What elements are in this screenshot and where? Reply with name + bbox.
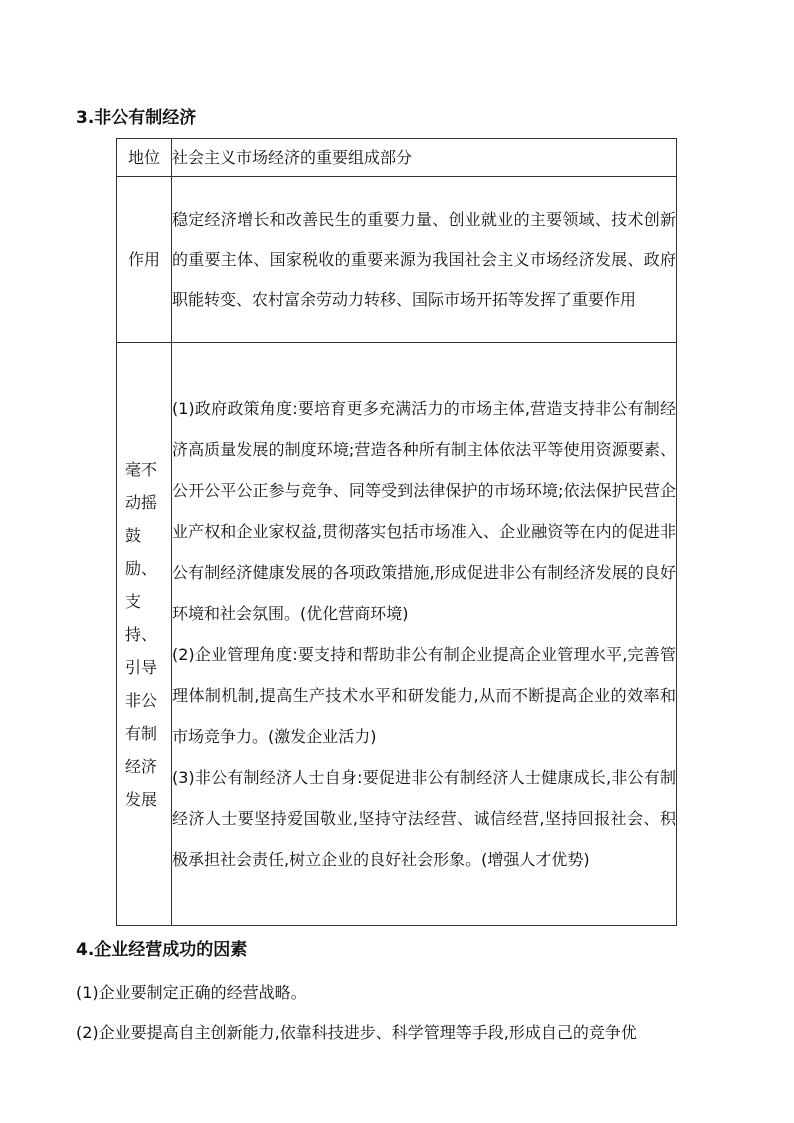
row-label-cell [117, 177, 172, 343]
section-4-item-2: (2)企业要提高自主创新能力,依靠科技进步、科学管理等手段,形成自己的竞争优 [76, 1023, 637, 1042]
table-row-role [117, 177, 677, 343]
table-row-status [117, 139, 677, 177]
row-content-cell [172, 343, 677, 926]
row-label-cell [117, 139, 172, 177]
section-4-heading: 4.企业经营成功的因素 [76, 940, 248, 960]
policy-item-1: (1)政府政策角度:要培育更多充满活力的市场主体,营造支持非公有制经济高质量发展的制度环境;营造各种所有制主体依法平等使用资源要素、公开公平公正参与竞争、同等受到法律保护的市场环境;依法保护民营企业产权和企业家权益,贯彻落实包括市场准入、企业融资等在内的促进非公有制经济健康发展的各项政策措施,形成促进非公有制经济发展的良好环境和社会氛围。(优化营商环境) [172, 399, 676, 623]
row-label-status: 地位 [127, 148, 160, 167]
row-label-cell [117, 343, 172, 926]
row-label-policy: 毫不动摇鼓励、支持、引导非公有制经济发展 [125, 459, 158, 809]
row-content-role: 稳定经济增长和改善民生的重要力量、创业就业的主要领域、技术创新的重要主体、国家税收的重要来源为我国社会主义市场经济发展、政府职能转变、农村富余劳动力转移、国际市场开拓等发挥了重要作用 [172, 209, 676, 309]
row-label-role: 作用 [127, 250, 160, 269]
section-3-heading: 3.非公有制经济 [76, 108, 197, 128]
policy-item-2: (2)企业管理角度:要支持和帮助非公有制企业提高企业管理水平,完善管理体制机制,提高生产技术水平和研发能力,从而不断提高企业的效率和市场竞争力。(激发企业活力) [172, 645, 676, 746]
non-public-economy-table [116, 138, 677, 926]
row-content-status: 社会主义市场经济的重要组成部分 [172, 148, 413, 167]
policy-item-3: (3)非公有制经济人士自身:要促进非公有制经济人士健康成长,非公有制经济人士要坚持爱国敬业,坚持守法经营、诚信经营,坚持回报社会、积极承担社会责任,树立企业的良好社会形象。(增强人才优势) [172, 768, 676, 869]
row-content-cell [172, 177, 677, 343]
section-4-item-1: (1)企业要制定正确的经营战略。 [76, 983, 307, 1002]
row-content-cell [172, 139, 677, 177]
table-row-policy [117, 343, 677, 926]
